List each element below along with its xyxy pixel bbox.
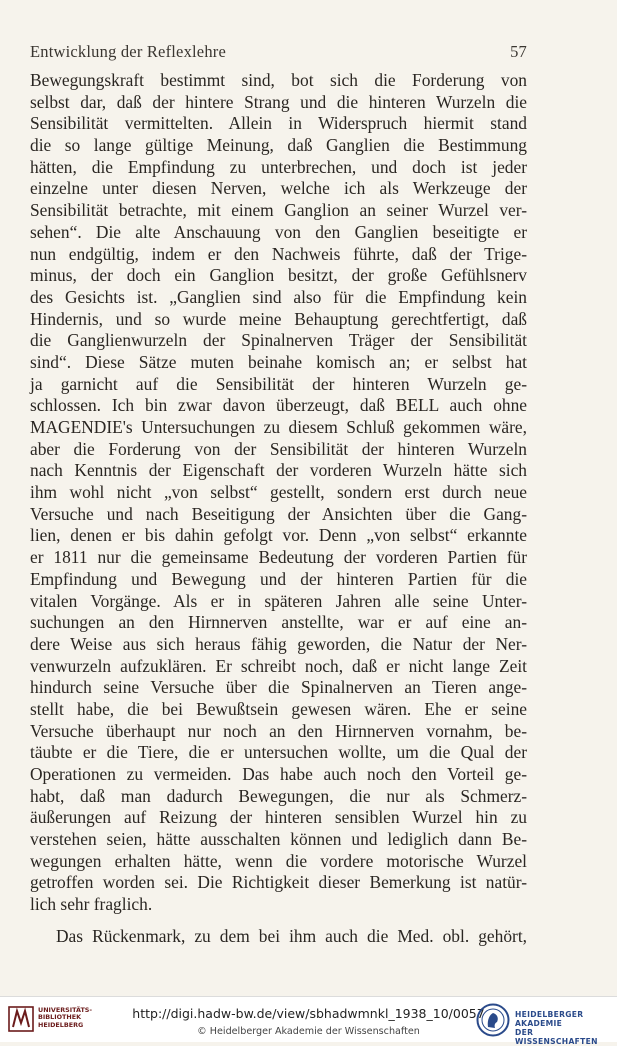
body-text <box>30 70 527 948</box>
text-line: täubte er die Tiere, die er untersuchen wollte, um die Qual der <box>30 742 527 763</box>
text-line: dere Weise aus sich heraus fähig geworden, die Natur der Ner- <box>30 633 527 654</box>
text-line: ja garnicht auf die Sensibilität der hinteren Wurzeln ge- <box>30 373 527 394</box>
text-line: selbst dar, daß der hintere Strang und die hinteren Wurzeln die <box>30 91 527 112</box>
text-line: Versuche und nach Beseitigung der Ansichten über die Gang- <box>30 503 527 524</box>
text-line: Sensibilität vermittelten. Allein in Widerspruch hiermit stand <box>30 113 527 134</box>
text-line: ihm wohl nicht „von selbst“ gestellt, sondern erst durch neue <box>30 482 527 503</box>
text-line: Sensibilität betrachte, mit einem Ganglion an seiner Wurzel ver- <box>30 200 527 221</box>
running-head <box>30 42 527 62</box>
text-line: MAGENDIE's Untersuchungen zu diesem Schluß gekommen wäre, <box>30 417 527 437</box>
source-url-link[interactable]: http://digi.hadw-bw.de/view/sbhadwmnkl_1938_10/0057 <box>132 1006 485 1021</box>
text-line: venwurzeln aufzuklären. Er schreibt noch, daß er nicht lange Zeit <box>30 655 527 676</box>
text-line: einzelne unter diesen Nerven, welche ich als Werkzeuge der <box>30 178 527 199</box>
text-line: stellt habe, die bei Bewußtsein gewesen wären. Ehe er seine <box>30 698 527 719</box>
text-line: er 1811 nur die gemeinsame Bedeutung der vorderen Partien für <box>30 547 527 568</box>
text-line: sehen“. Die alte Anschauung von den Ganglien beseitigte er <box>30 221 527 242</box>
text-line: die so lange gültige Meinung, daß Ganglien die Bestimmung <box>30 135 527 156</box>
footer-bar <box>0 996 617 1046</box>
text-line: nun endgültig, indem er den Nachweis führte, daß der Trige- <box>30 243 527 264</box>
page-number: 57 <box>510 42 527 61</box>
text-line: suchungen an den Hirnnerven anstellte, war er auf eine an- <box>30 612 527 633</box>
text-line: äußerungen auf Reizung der hinteren sensiblen Wurzel hin zu <box>30 807 527 828</box>
copyright-notice: © Heidelberger Akademie der Wissenschaften <box>197 1026 420 1037</box>
text-line: aber die Forderung von der Sensibilität der hinteren Wurzeln <box>30 438 527 459</box>
paragraph-gap <box>30 916 527 926</box>
text-line: Empfindung und Bewegung und der hinteren Partien für die <box>30 568 527 589</box>
text-line: Bewegungskraft bestimmt sind, bot sich die Forderung von <box>30 70 527 90</box>
text-line: nach Kenntnis der Eigenschaft der vorderen Wurzeln hätte sich <box>30 460 527 481</box>
text-line: des Gesichts ist. „Ganglien sind also für die Empfindung kein <box>30 286 527 307</box>
text-line: verstehen seien, hätte ausschalten können und lediglich dann Be- <box>30 829 527 850</box>
academy-seal-icon <box>476 1003 510 1037</box>
text-line: getroffen worden sei. Die Richtigkeit dieser Bemerkung ist natür- <box>30 872 527 893</box>
academy-name: HEIDELBERGER AKADEMIE DER WISSENSCHAFTEN <box>515 1010 598 1046</box>
text-line: minus, der doch ein Ganglion besitzt, der große Gefühlsnerv <box>30 265 527 286</box>
text-line: die Ganglienwurzeln der Spinalnerven Träger der Sensibilität <box>30 330 527 351</box>
university-library-name: UNIVERSITÄTS- BIBLIOTHEK HEIDELBERG <box>38 1006 93 1029</box>
text-line-new-paragraph: Das Rückenmark, zu dem bei ihm auch die Med. obl. gehört, <box>56 925 527 946</box>
text-line: lien, denen er bis dahin gefolgt vor. Denn „von selbst“ erkannte <box>30 525 527 546</box>
text-line: wegungen erhalten hätte, wenn die vordere motorische Wurzel <box>30 850 527 871</box>
text-line: habt, daß man dadurch Bewegungen, die nur als Schmerz- <box>30 785 527 806</box>
text-line: schlossen. Ich bin zwar davon überzeugt, daß BELL auch ohne <box>30 395 527 416</box>
text-line: Versuche überhaupt nur noch an den Hirnnerven vornahm, be- <box>30 720 527 741</box>
text-line: lich sehr fraglich. <box>30 894 153 915</box>
text-line: hindurch seine Versuche über die Spinalnerven an Tieren ange- <box>30 677 527 698</box>
text-line: vitalen Vorgänge. Als er in späteren Jahren alle seine Unter- <box>30 590 527 611</box>
running-head-title: Entwicklung der Reflexlehre <box>30 42 226 61</box>
text-line: hätten, die Empfindung zu unterbrechen, und doch ist jeder <box>30 156 527 177</box>
text-line: Operationen zu vermeiden. Das habe auch noch den Vorteil ge- <box>30 764 527 784</box>
text-line: Hindernis, und so wurde meine Behauptung gerechtfertigt, daß <box>30 308 527 329</box>
text-line: sind“. Diese Sätze muten beinahe komisch an; er selbst hat <box>30 351 527 372</box>
